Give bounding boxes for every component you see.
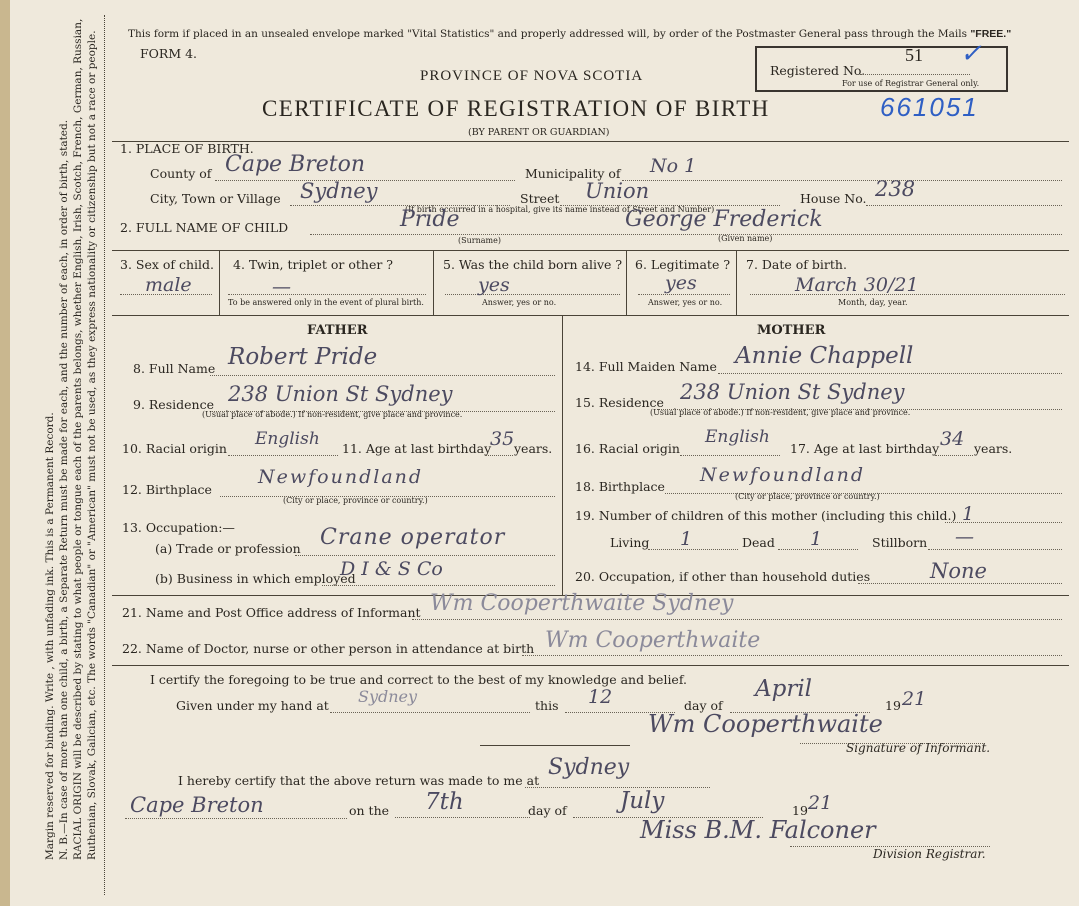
birth-date-note: Month, day, year. [838, 298, 908, 307]
father-business-value: D I & S Co [340, 558, 443, 580]
stillborn-label: Stillborn [872, 535, 928, 550]
mother-years-label: years. [974, 441, 1013, 456]
mother-residence-value: 238 Union St Sydney [680, 380, 905, 404]
stillborn-line [928, 549, 1062, 550]
mother-age-value: 34 [940, 428, 965, 450]
given-place-line [330, 712, 530, 713]
divider-v3 [626, 250, 627, 315]
mother-name-label: 14. Full Maiden Name [575, 359, 717, 374]
registrar-place-line [525, 787, 710, 788]
registrar-signature: Miss B.M. Falconer [640, 816, 876, 844]
twin-label: 4. Twin, triplet or other ? [233, 257, 393, 272]
mother-occupation-value: None [930, 559, 987, 583]
twin-note: To be answered only in the event of plural birth. [228, 298, 424, 307]
registrar-year-value: 21 [808, 792, 833, 814]
doctor-value: Wm Cooperthwaite [545, 628, 761, 653]
surname-note: (Surname) [458, 236, 501, 245]
children-label: 19. Number of children of this mother (including this child.) [575, 508, 957, 523]
city-value: Sydney [300, 179, 378, 203]
registrar-signature-label: Division Registrar. [873, 847, 986, 861]
parents-top-divider [112, 315, 1069, 316]
certify-day-of-label: day of [684, 698, 723, 713]
legitimate-line [638, 294, 730, 295]
margin-note-nationality: Ruthenian, Slovak, Galician, etc. The words "Canadian" or "American" must not be used, as they express nationality or citizenship but not a race or people. [86, 30, 98, 860]
row3-top-divider [112, 250, 1069, 251]
mother-racial-line [680, 455, 780, 456]
street-value: Union [585, 179, 650, 203]
informant-signature-label: Signature of Informant. [846, 741, 991, 755]
mother-racial-label: 16. Racial origin [575, 441, 680, 456]
registrar-statement: I hereby certify that the above return was made to me at [178, 773, 540, 788]
mail-notice-free: "FREE." [970, 28, 1012, 40]
father-racial-line [228, 455, 338, 456]
registered-note: For use of Registrar General only. [842, 79, 980, 88]
living-line [648, 549, 738, 550]
father-birthplace-value: Newfoundland [258, 466, 424, 488]
father-age-label: 11. Age at last birthday [342, 441, 492, 456]
sex-label: 3. Sex of child. [120, 257, 215, 272]
father-residence-value: 238 Union St Sydney [228, 382, 453, 406]
birth-date-label: 7. Date of birth. [746, 257, 847, 272]
county-value: Cape Breton [225, 152, 366, 177]
province-heading: PROVINCE OF NOVA SCOTIA [420, 68, 644, 84]
father-heading: FATHER [307, 323, 368, 338]
father-trade-label: (a) Trade or profession [155, 541, 301, 556]
mother-occupation-line [858, 583, 1062, 584]
certify-top-divider [112, 665, 1069, 666]
father-racial-label: 10. Racial origin [122, 441, 227, 456]
father-business-label: (b) Business in which employed [155, 571, 356, 586]
mail-notice [128, 29, 1011, 40]
father-trade-value: Crane operator [320, 525, 506, 550]
mother-age-line [935, 455, 973, 456]
registered-label: Registered No. [770, 63, 866, 78]
mother-birthplace-value: Newfoundland [700, 464, 866, 486]
stamp-number: 661051 [880, 92, 979, 122]
street-label: Street [520, 191, 560, 206]
stillborn-value: — [955, 526, 974, 548]
place-section-label: 1. PLACE OF BIRTH. [120, 141, 254, 156]
mother-heading: MOTHER [757, 323, 826, 338]
margin-note-racial-origin: RACIAL ORIGIN will be described by stating to what people or tongue each of the parents belongs, whether English, Irish, Scotch, French, German, Russian, [72, 18, 84, 860]
given-place-value: Sydney [358, 687, 418, 706]
father-birthplace-label: 12. Birthplace [122, 482, 212, 497]
margin-note-binding: Margin reserved for binding. Write , with unfading ink. This is a Permanent Record. [44, 412, 56, 860]
hospital-note: (If birth occurred in a hospital, give its name instead of Street and Number) [405, 205, 715, 214]
form-number: FORM 4. [140, 46, 198, 61]
certify-year-prefix: 19 [885, 698, 901, 713]
this-label: this [535, 698, 559, 713]
father-racial-value: English [255, 429, 320, 449]
mother-name-value: Annie Chappell [735, 343, 914, 369]
child-given-value: George Frederick [625, 207, 823, 232]
birth-date-value: March 30/21 [795, 274, 919, 296]
father-name-value: Robert Pride [228, 344, 378, 370]
mother-birthplace-note: (City or place, province or country.) [735, 492, 880, 501]
father-occupation-label: 13. Occupation:— [122, 520, 235, 535]
twin-line [228, 294, 426, 295]
city-label: City, Town or Village [150, 191, 281, 206]
alive-label: 5. Was the child born alive ? [443, 257, 623, 272]
municipality-line [622, 180, 1062, 181]
mail-notice-text: This form if placed in an unsealed envelope marked "Vital Statistics" and properly addressed will, by order of the Postmaster General pass through the Mails [128, 28, 967, 40]
divider-v4 [736, 250, 737, 315]
informant-label: 21. Name and Post Office address of Informant [122, 605, 421, 620]
registrar-on-the-label: on the [349, 803, 390, 818]
short-rule [480, 745, 630, 746]
registered-line [860, 74, 970, 75]
legitimate-note: Answer, yes or no. [648, 298, 723, 307]
registrar-day-value: 7th [425, 789, 464, 815]
margin-note-separate-return: N. B.—In case of more than one child, a birth, a Separate Return must be made for each, and the number of each, in order of birth, stated. [58, 119, 70, 860]
house-label: House No. [800, 191, 867, 206]
county-label: County of [150, 166, 212, 181]
certificate-title: CERTIFICATE OF REGISTRATION OF BIRTH [262, 96, 770, 121]
mother-age-label: 17. Age at last birthday [790, 441, 940, 456]
alive-value: yes [478, 274, 510, 296]
registrar-county-value: Cape Breton [130, 793, 264, 817]
certificate-subtitle: (BY PARENT OR GUARDIAN) [468, 127, 610, 138]
doctor-line [522, 655, 1062, 656]
father-name-label: 8. Full Name [133, 361, 216, 376]
mother-racial-value: English [705, 427, 770, 447]
house-line [866, 205, 1062, 206]
given-name-note: (Given name) [718, 234, 773, 243]
parents-divider [562, 315, 563, 595]
certify-month-value: April [755, 676, 813, 702]
legitimate-value: yes [665, 272, 697, 294]
paper-edge [0, 0, 10, 906]
registrar-place-value: Sydney [548, 755, 630, 780]
father-residence-label: 9. Residence [133, 397, 214, 412]
father-trade-line [295, 555, 555, 556]
twin-value: — [272, 276, 291, 298]
certify-day-value: 12 [588, 686, 613, 708]
father-abode-note: (Usual place of abode.) If non-resident, give place and province. [202, 410, 463, 419]
informant-line [412, 619, 1062, 620]
father-name-line [210, 375, 555, 376]
dead-label: Dead [742, 535, 775, 550]
registrar-month-value: July [620, 788, 665, 814]
divider-v2 [433, 250, 434, 315]
registrar-county-line [125, 818, 347, 819]
sex-value: male [145, 274, 192, 296]
alive-note: Answer, yes or no. [482, 298, 557, 307]
dead-value: 1 [810, 528, 823, 550]
informant-signature: Wm Cooperthwaite [648, 710, 883, 738]
mother-abode-note: (Usual place of abode.) If non-resident, give place and province. [650, 408, 911, 417]
given-label: Given under my hand at [176, 698, 329, 713]
divider-v1 [219, 250, 220, 315]
registrar-year-prefix: 19 [792, 803, 808, 818]
mother-birthplace-label: 18. Birthplace [575, 479, 665, 494]
binding-line [104, 15, 105, 895]
child-surname-value: Pride [400, 207, 460, 232]
check-mark-icon: ✓ [960, 38, 982, 68]
father-years-label: years. [514, 441, 553, 456]
municipality-value: No 1 [650, 155, 697, 177]
mother-occupation-label: 20. Occupation, if other than household duties [575, 569, 871, 584]
alive-line [445, 294, 620, 295]
child-name-line [310, 234, 1062, 235]
mother-residence-label: 15. Residence [575, 395, 664, 410]
living-label: Living [610, 535, 650, 550]
informant-statement: I certify the foregoing to be true and correct to the best of my knowledge and belief. [150, 672, 687, 687]
registrar-day-of-label: day of [528, 803, 567, 818]
registrar-day-line [395, 817, 530, 818]
legitimate-label: 6. Legitimate ? [635, 257, 731, 272]
certify-year-value: 21 [902, 688, 927, 710]
living-value: 1 [680, 528, 693, 550]
mother-name-line [718, 373, 1062, 374]
house-value: 238 [875, 177, 916, 201]
header-divider [112, 141, 1069, 142]
father-birthplace-note: (City or place, province or country.) [283, 496, 428, 505]
informant-value: Wm Cooperthwaite Sydney [430, 591, 734, 616]
father-age-value: 35 [490, 428, 515, 450]
children-value: 1 [962, 503, 975, 525]
municipality-label: Municipality of [525, 166, 621, 181]
doctor-label: 22. Name of Doctor, nurse or other person in attendance at birth [122, 641, 535, 656]
father-age-line [485, 455, 513, 456]
registered-number: 51 [905, 45, 923, 65]
father-business-line [322, 585, 555, 586]
child-name-label: 2. FULL NAME OF CHILD [120, 220, 289, 235]
